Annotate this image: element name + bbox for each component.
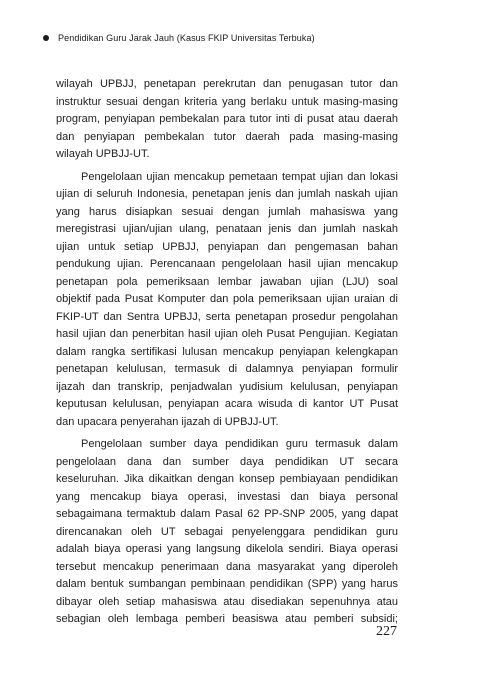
text-line: dan penyiapan pembekalan tutor daerah pada masing-masing bbox=[56, 130, 398, 143]
text-line: ujian di seluruh Indonesia, penetapan jenis dan jumlah naskah ujian bbox=[56, 188, 398, 200]
text-line: ujian untuk setiap UPBJJ, penyiapan dan pengemasan bahan bbox=[56, 240, 398, 253]
text-line: keseluruhan. Jika dikaitkan dengan konsep pembiayaan pendidikan bbox=[56, 473, 398, 485]
text-line: dalam bentuk sumbangan pembinaan pendidikan (SPP) yang harus bbox=[56, 578, 398, 590]
text-line: penetapan kelulusan, termasuk di dalamnya penyiapan formulir bbox=[56, 363, 398, 375]
text-line: wilayah UPBJJ, penetapan perekrutan dan penugasan tutor dan bbox=[56, 78, 398, 90]
paragraph-2 bbox=[56, 169, 398, 432]
text-line: instruktur sesuai dengan kriteria yang berlaku untuk masing-masing bbox=[56, 95, 398, 108]
text-line: FKIP-UT dan Sentra UPBJJ, serta penetapan prosedur pengolahan bbox=[56, 310, 398, 323]
text-line: yang harus disiapkan sesuai dengan jumlah mahasiswa yang bbox=[56, 205, 398, 218]
text-line: pendukung ujian. Perencanaan pengelolaan hasil ujian mencakup bbox=[56, 258, 398, 270]
text-line: Pengelolaan ujian mencakup pemetaan tempat ujian dan lokasi bbox=[81, 170, 398, 183]
text-line: keputusan kelulusan, penyiapan acara wisuda di kantor UT Pusat bbox=[56, 398, 398, 410]
text-line: dan upacara penyerahan ijazah di UPBJJ-UT. bbox=[56, 415, 279, 428]
text-line: ijazah dan transkrip, penjadwalan yudisium kelulusan, penyiapan bbox=[56, 380, 398, 393]
text-line: dibayar oleh setiap mahasiswa atau disediakan sepenuhnya atau bbox=[56, 595, 398, 608]
text-line: Pengelolaan sumber daya pendidikan guru termasuk dalam bbox=[81, 438, 398, 450]
bullet-icon bbox=[43, 35, 49, 41]
text-line: yang mencakup biaya operasi, investasi dan biaya personal bbox=[56, 490, 398, 503]
running-header bbox=[43, 33, 315, 43]
page-body bbox=[56, 76, 398, 629]
text-line: sebagaimana termaktub dalam Pasal 62 PP-SNP 2005, yang dapat bbox=[56, 508, 398, 520]
paragraph-1 bbox=[56, 76, 398, 164]
text-line: tersebut mencakup penerimaan dana masyarakat yang diperoleh bbox=[56, 560, 398, 573]
header-title: Pendidikan Guru Jarak Jauh (Kasus FKIP Universitas Terbuka) bbox=[58, 33, 315, 43]
text-line: direncanakan oleh UT sebagai penyelenggara pendidikan guru bbox=[56, 525, 398, 538]
paragraph-3 bbox=[56, 436, 398, 629]
text-line: objektif pada Pusat Komputer dan pola pemeriksaan ujian uraian di bbox=[56, 293, 398, 305]
text-line: wilayah UPBJJ-UT. bbox=[56, 148, 150, 160]
page-number: 227 bbox=[376, 624, 397, 639]
text-line: dalam rangka sertifikasi lulusan mencakup penyiapan kelengkapan bbox=[56, 345, 398, 358]
text-line: hasil ujian dan penerbitan hasil ujian oleh Pusat Pengujian. Kegiatan bbox=[56, 328, 398, 340]
text-line: program, penyiapan pembekalan para tutor inti di pusat atau daerah bbox=[56, 113, 398, 125]
text-line: pengelolaan dana dan sumber daya pendidikan UT secara bbox=[56, 455, 398, 468]
text-line: sebagian oleh lembaga pemberi beasiswa atau pemberi subsidi; bbox=[56, 613, 398, 625]
text-line: penetapan pola pemeriksaan lembar jawaban ujian (LJU) soal bbox=[56, 275, 398, 288]
text-line: meregistrasi ujian/ujian ulang, penataan jenis dan jumlah naskah bbox=[56, 223, 398, 235]
text-line: adalah biaya operasi yang langsung dikelola sendiri. Biaya operasi bbox=[56, 543, 398, 555]
